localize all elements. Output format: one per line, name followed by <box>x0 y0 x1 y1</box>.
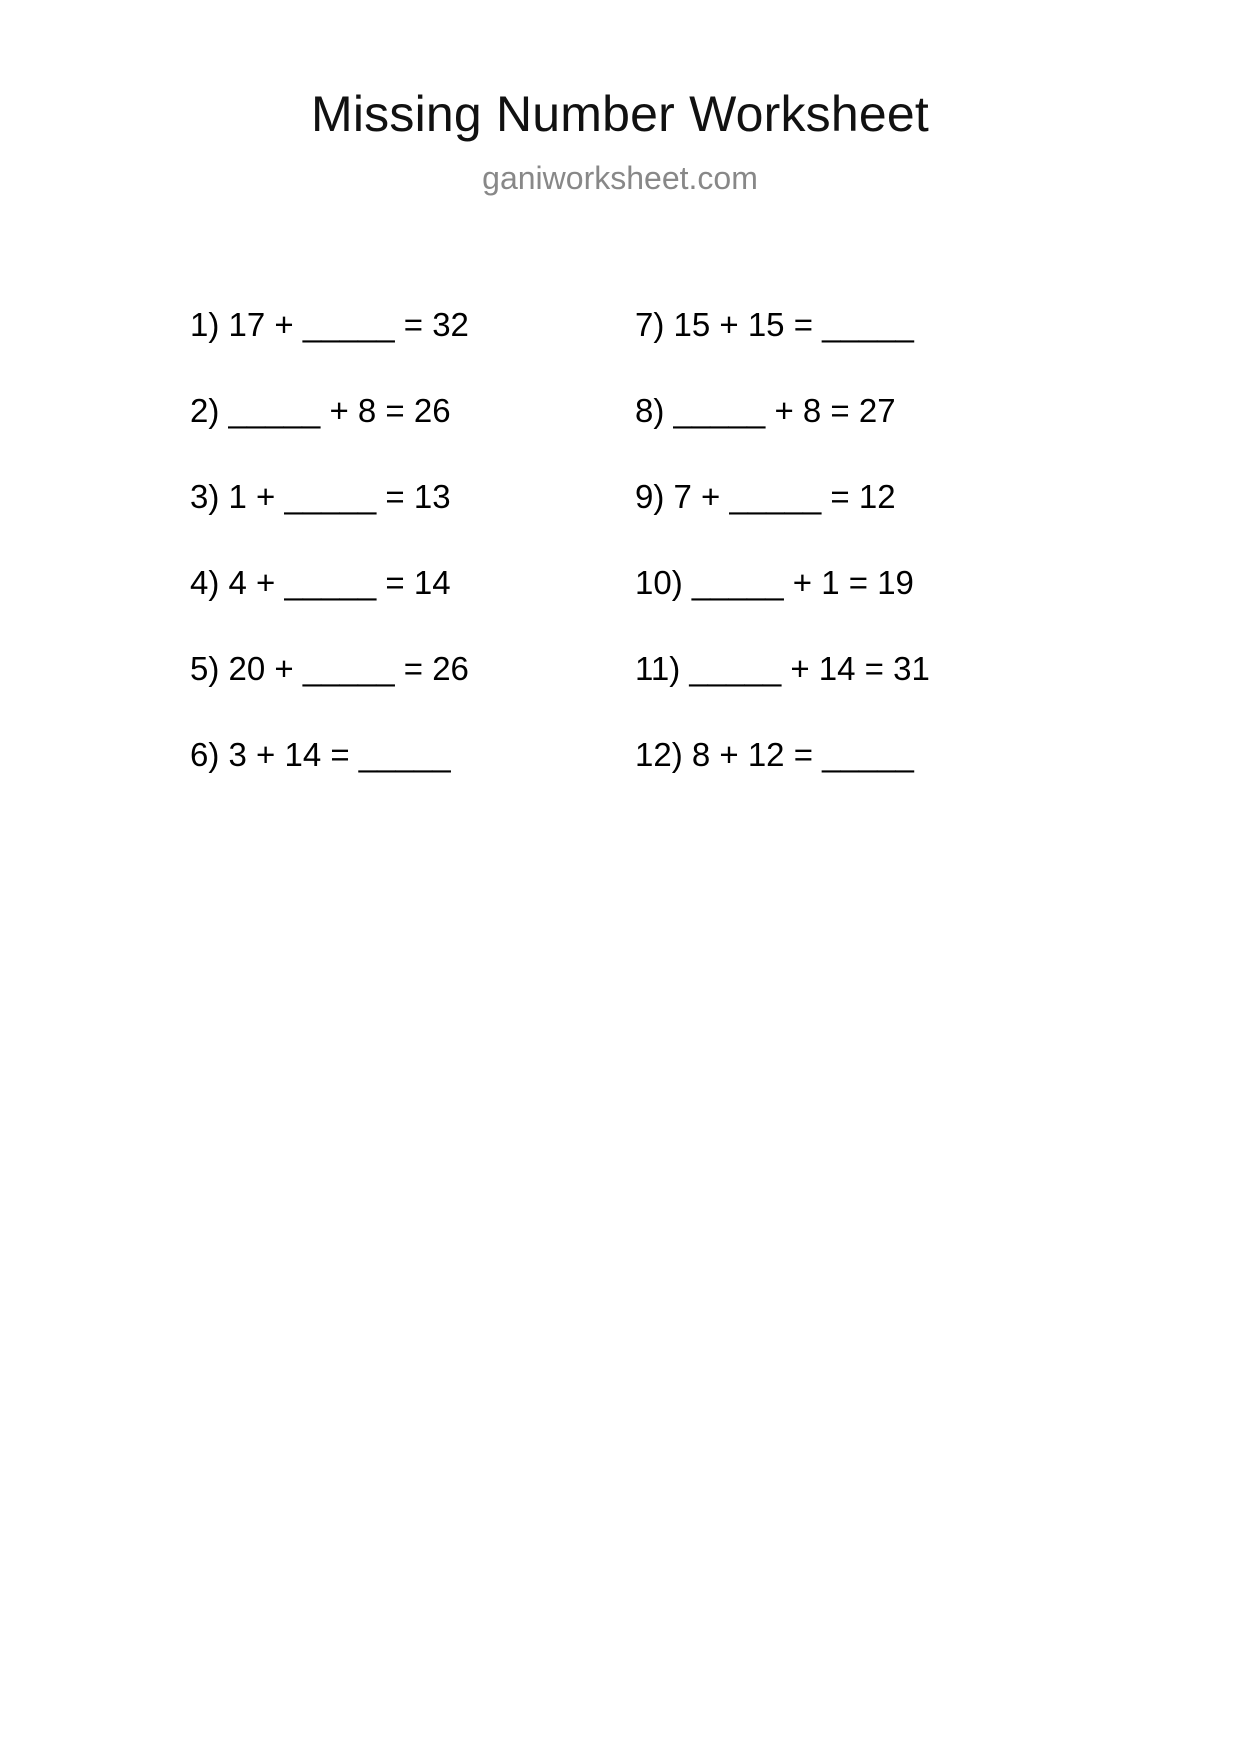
problem-item: 12) 8 + 12 = _____ <box>635 736 914 774</box>
problems-container <box>0 282 1240 798</box>
problems-column-right <box>635 282 1055 798</box>
problem-item: 5) 20 + _____ = 26 <box>190 650 469 688</box>
page-title: Missing Number Worksheet <box>311 86 929 142</box>
problem-item: 2) _____ + 8 = 26 <box>190 392 451 430</box>
problem-item: 7) 15 + 15 = _____ <box>635 306 914 344</box>
problem-item: 3) 1 + _____ = 13 <box>190 478 451 516</box>
problem-item: 9) 7 + _____ = 12 <box>635 478 896 516</box>
problem-item: 4) 4 + _____ = 14 <box>190 564 451 602</box>
problem-item: 10) _____ + 1 = 19 <box>635 564 914 602</box>
problems-column-left <box>190 282 500 798</box>
problem-item: 11) _____ + 14 = 31 <box>635 650 930 688</box>
problem-item: 1) 17 + _____ = 32 <box>190 306 469 344</box>
site-attribution: ganiworksheet.com <box>482 159 758 196</box>
problem-item: 8) _____ + 8 = 27 <box>635 392 896 430</box>
problem-item: 6) 3 + 14 = _____ <box>190 736 451 774</box>
